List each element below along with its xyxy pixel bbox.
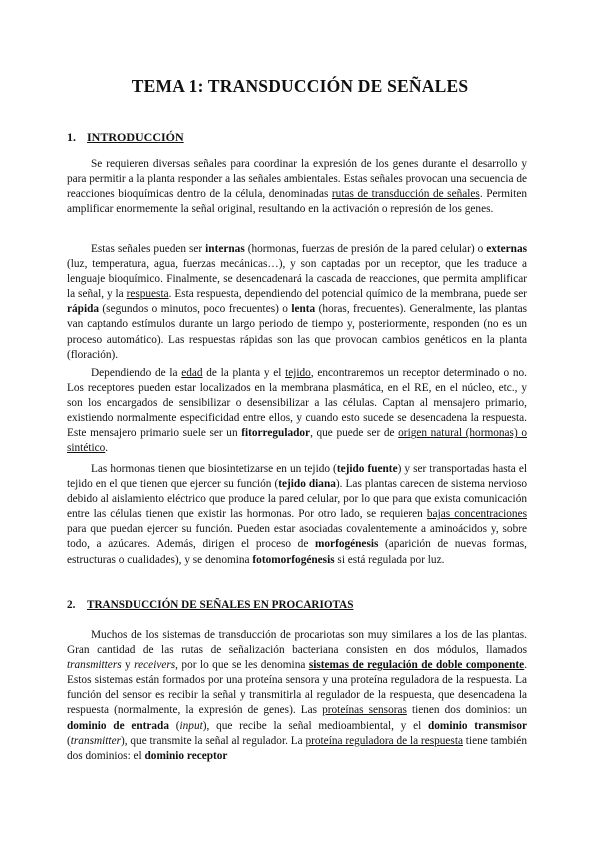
paragraph-5: Muchos de los sistemas de transducción de procariotas son muy similares a los de las plantas. Gran cantidad de las rutas de señalización bacteriana consisten en dos módulos, llamados transmitters y receivers, por lo que se les denomina sistemas de regulación de doble componente. Estos sistemas están formados por una proteína sensora y una proteína reguladora de la respuesta. La función del sensor es recibir la señal y transmitirla al regulador de la respuesta, que desencadena la respuesta (normalmente, la expresión de genes). Las proteínas sensoras tienen dos dominios: un dominio de entrada (input), que recibe la señal medioambiental, y el dominio transmisor (transmitter), que transmite la señal al regulador. La proteína reguladora de la respuesta tiene también dos dominios: el dominio receptor (67, 629, 528, 762)
underlined-term: tejido (285, 367, 311, 379)
bold-term: morfogénesis (315, 538, 379, 551)
underlined-term: respuesta (126, 288, 169, 301)
section-title: TRANSDUCCIÓN DE SEÑALES EN PROCARIOTAS (87, 599, 354, 611)
paragraph-4: Las hormonas tienen que biosintetizarse en un tejido (tejido fuente) y ser transportadas hasta el tejido en el que tienen que ejercer su función (tejido diana). Las plantas carecen de sistema nervioso debido al aislamiento eléctrico que produce la pared celular, por lo que para que exista comunicación entre las células tienen que existir las hormonas. Por otro lado, se requieren bajas concentraciones para que puedan ejercer su función. Pueden estar asociadas covalentemente a aminoácidos y, sobre todo, a azúcares. Además, dirigen el proceso de morfogénesis (aparición de nuevas formas, estructuras o cualidades), y se denomina fotomorfogénesis si está regulada por luz. (67, 463, 528, 566)
underlined-term: origen natural (hormonas) o sintético (67, 427, 527, 455)
page-title: TEMA 1: TRANSDUCCIÓN DE SEÑALES (131, 76, 469, 96)
bold-term: dominio de entrada (67, 719, 169, 732)
underlined-term: proteína reguladora de la respuesta (305, 734, 463, 747)
bold-term: lenta (291, 303, 316, 316)
italic-term: input (179, 719, 203, 732)
bold-term: internas (205, 243, 245, 255)
underlined-term: rutas de transducción de señales (331, 188, 480, 201)
bold-term: tejido fuente (336, 463, 398, 475)
italic-term: transmitter (70, 734, 121, 747)
bold-term: dominio receptor (144, 749, 228, 762)
underlined-term: bajas concentraciones (426, 508, 527, 521)
bold-term: tejido diana (278, 478, 336, 491)
paragraph-3: Dependiendo de la edad de la planta y el tejido, encontraremos un receptor determinado o no. Los receptores pueden estar localizados en la membrana plasmática, en el RE, en el núcleo, etc., y son los encargados de sensibilizar o desensibilizar a las células. Captan al mensajero primario, existiendo normalmente especificidad entre ellos, y cuando esto sucede se desencadena la respuesta. Este mensajero primario suele ser un fitorregulador, que puede ser de origen natural (hormonas) o sintético. (67, 367, 527, 455)
section-number: 2. (67, 599, 76, 611)
underlined-term: edad (181, 367, 203, 379)
section-heading-procariotas (67, 599, 353, 611)
bold-underlined-term: sistemas de regulación de doble componente (308, 659, 525, 672)
italic-term: transmitters (67, 659, 122, 672)
bold-term: rápida (67, 303, 100, 316)
italic-term: receivers (134, 659, 176, 672)
section-heading-introduccion (67, 130, 184, 145)
bold-term: fitorregulador (241, 427, 311, 440)
bold-term: fotomorfogénesis (252, 553, 335, 566)
paragraph-1: Se requieren diversas señales para coordinar la expresión de los genes durante el desarrollo y para permitir a la planta responder a las señales ambientales. Estas señales provocan una secuencia de reacciones bioquímicas dentro de la célula, denominadas rutas de transducción de señales. Permiten amplificar enormemente la señal original, resultando en la activación o represión de los genes. (67, 158, 527, 216)
paragraph-2: Estas señales pueden ser internas (hormonas, fuerzas de presión de la pared celular) o externas (luz, temperatura, agua, fuerzas mecánicas…), y son captadas por un receptor, que les traduce a lenguaje bioquímico. Finalmente, se desencadenará la cascada de reacciones, que permita amplificar la señal, y la respuesta. Esta respuesta, dependiendo del potencial químico de la membrana, puede ser rápida (segundos o minutos, poco frecuentes) o lenta (horas, frecuentes). Generalmente, las plantas van captando estímulos durante un largo periodo de tiempo y, posteriormente, responden (no es un proceso automático). Las respuestas rápidas son las que provocan cambios genéticos en la planta (floración). (67, 243, 527, 361)
bold-term: externas (486, 243, 527, 255)
section-title: INTRODUCCIÓN (87, 130, 184, 144)
bold-term: dominio transmisor (427, 719, 527, 732)
underlined-term: proteínas sensoras (322, 704, 407, 717)
section-number: 1. (67, 130, 76, 144)
